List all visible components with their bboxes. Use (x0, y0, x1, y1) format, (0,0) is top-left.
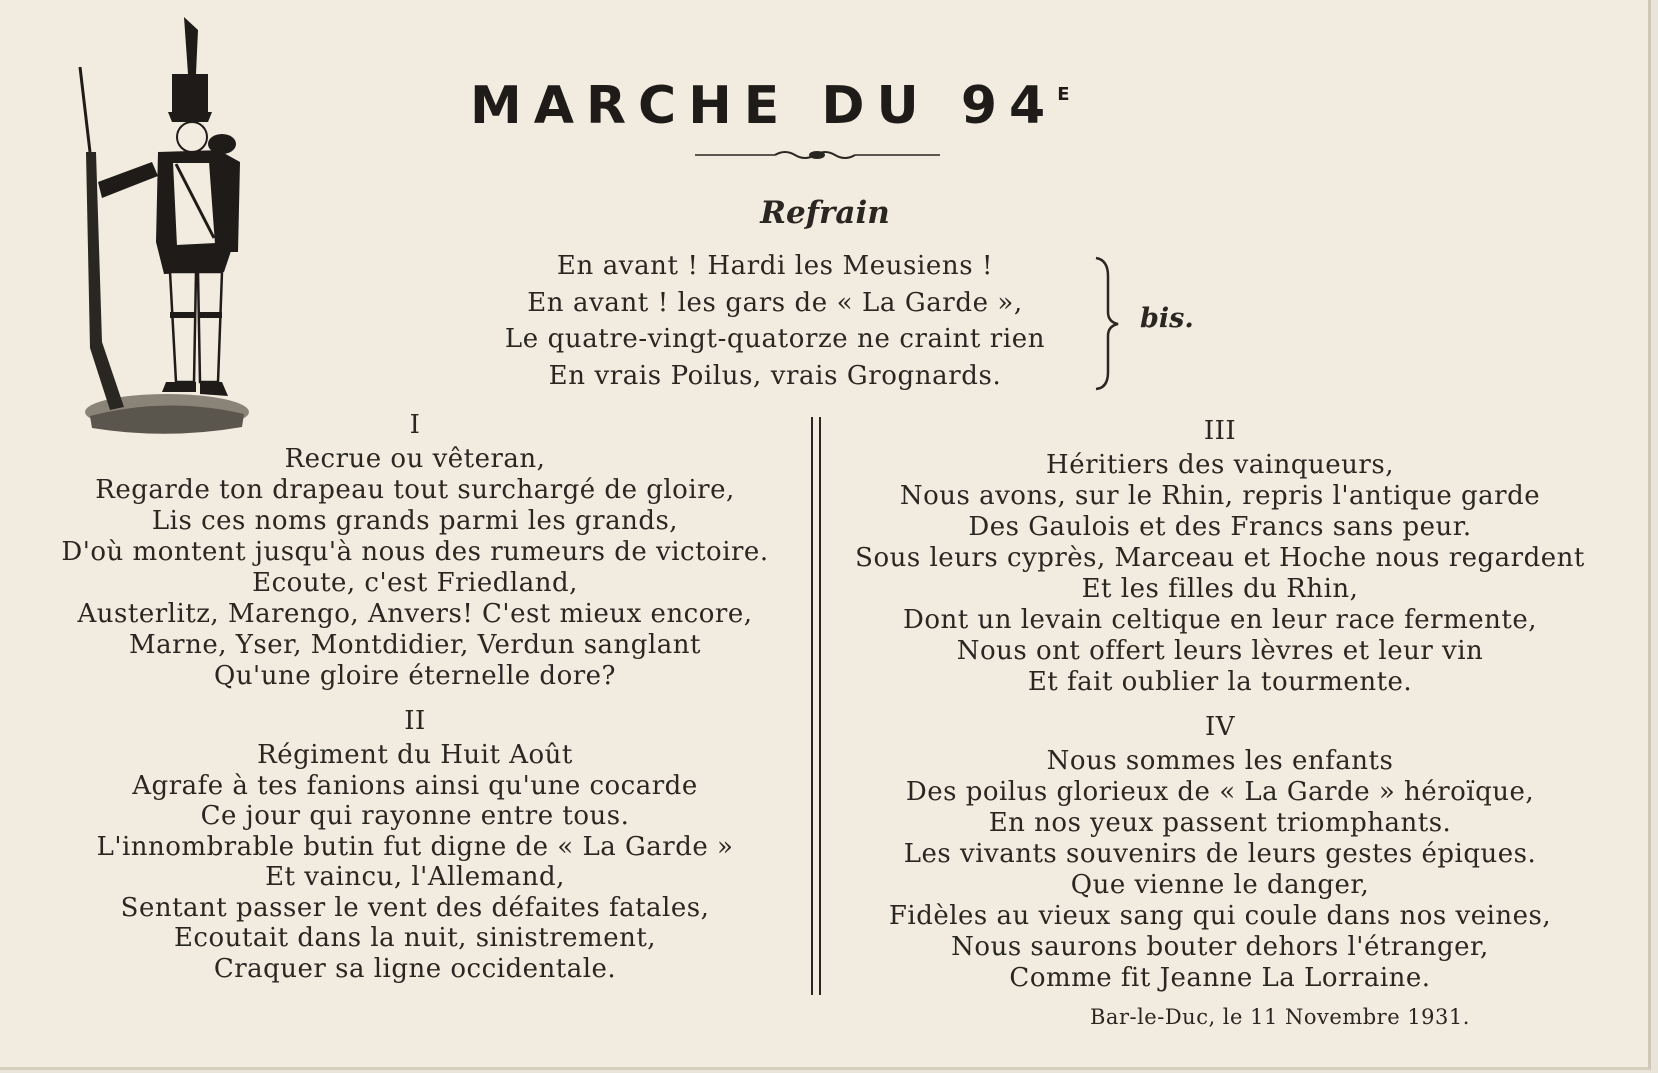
column-divider (811, 417, 823, 995)
stanza-line: Sous leurs cyprès, Marceau et Hoche nous regardent (855, 543, 1585, 573)
stanza-line: Austerlitz, Marengo, Anvers! C'est mieux encore, (77, 599, 753, 629)
stanza-line: Ecoutait dans la nuit, sinistrement, (173, 923, 657, 953)
stanza-line: Et vaincu, l'Allemand, (265, 862, 565, 892)
stanza-line: D'où montent jusqu'à nous des rumeurs de victoire. (61, 537, 769, 567)
stanza-3 (830, 416, 1610, 698)
grenadier-illustration (72, 12, 262, 442)
stanza-line: L'innombrable butin fut digne de « La Garde » (96, 831, 734, 862)
stanza-line: Regarde ton drapeau tout surchargé de gloire, (95, 475, 735, 505)
stanza-line: Dont un levain celtique en leur race fermente, (903, 605, 1537, 635)
stanza-line: Ce jour qui rayonne entre tous. (200, 801, 630, 831)
refrain-line: Le quatre-vingt-quatorze ne craint rien (504, 324, 1046, 354)
stanza-line: Héritiers des vainqueurs, (1046, 450, 1394, 480)
stanza-number: I (409, 410, 421, 440)
stanza-4 (830, 712, 1610, 994)
stanza-line: Et les filles du Rhin, (1081, 574, 1359, 604)
stanza-line: Nous avons, sur le Rhin, repris l'antique garde (899, 481, 1541, 511)
refrain-heading: Refrain (760, 195, 890, 231)
page-title (470, 76, 1270, 136)
stanza-line: Qu'une gloire éternelle dore? (214, 661, 616, 691)
title-ornament (695, 148, 940, 162)
stanza-number: III (1203, 416, 1237, 446)
refrain-text (430, 248, 1120, 394)
date-signature: Bar-le-Duc, le 11 Novembre 1931. (1090, 1005, 1470, 1029)
stanza-1 (40, 410, 790, 692)
title-main: MARCHE DU 94 (470, 76, 1058, 136)
stanza-line: Craquer sa ligne occidentale. (213, 953, 617, 984)
stanza-line: Des Gaulois et des Francs sans peur. (968, 512, 1472, 542)
stanza-line: Régiment du Huit Août (257, 740, 573, 770)
stanza-line: Recrue ou vêteran, (284, 444, 546, 474)
stanza-line: Agrafe à tes fanions ainsi qu'une cocarde (132, 770, 698, 801)
stanza-line: En nos yeux passent triomphants. (988, 808, 1452, 838)
refrain-line: En avant ! Hardi les Meusiens ! (556, 251, 994, 281)
stanza-line: Comme fit Jeanne La Lorraine. (1009, 963, 1431, 993)
stanza-line: Lis ces noms grands parmi les grands, (151, 506, 679, 536)
repeat-mark: bis. (1140, 303, 1194, 334)
refrain-brace (1092, 256, 1122, 391)
stanza-line: Que vienne le danger, (1070, 870, 1370, 900)
refrain-line: En avant ! les gars de « La Garde », (527, 287, 1023, 318)
stanza-number: IV (1204, 712, 1236, 742)
stanza-line: Marne, Yser, Montdidier, Verdun sanglant (129, 630, 701, 660)
stanza-line: Sentant passer le vent des défaites fatales, (120, 892, 710, 923)
stanza-line: Ecoute, c'est Friedland, (252, 568, 578, 598)
stanza-line: Les vivants souvenirs de leurs gestes épiques. (903, 839, 1537, 869)
stanza-line: Nous ont offert leurs lèvres et leur vin (956, 636, 1484, 666)
stanza-number: II (404, 706, 426, 736)
stanza-line: Nous sommes les enfants (1046, 746, 1394, 776)
title-superscript: E (1057, 84, 1070, 105)
stanza-2 (40, 706, 790, 984)
stanza-line: Et fait oublier la tourmente. (1027, 667, 1413, 697)
stanza-line: Fidèles au vieux sang qui coule dans nos veines, (888, 901, 1552, 931)
stanza-line: Des poilus glorieux de « La Garde » héroïque, (905, 777, 1535, 807)
stanza-line: Nous saurons bouter dehors l'étranger, (951, 932, 1489, 962)
refrain-line: En vrais Poilus, vrais Grognards. (548, 360, 1002, 391)
